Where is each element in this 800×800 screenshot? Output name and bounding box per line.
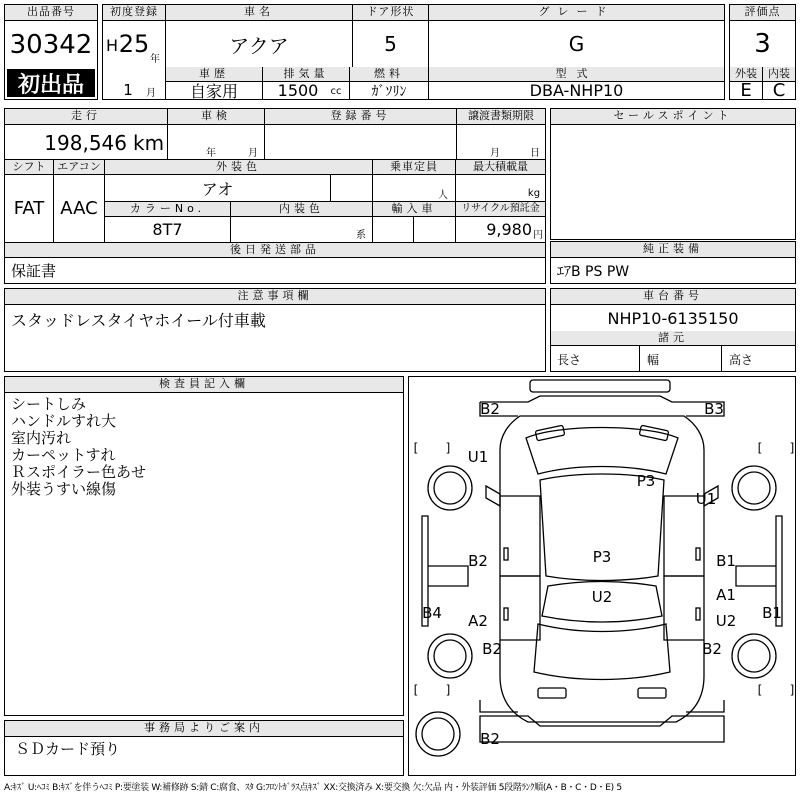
chassis-label: 車台番号 (551, 289, 795, 305)
inspector-note: 外装うすい線傷 (11, 480, 117, 498)
grade-label: グレード (429, 5, 724, 21)
damage-mark: B1 (716, 552, 736, 570)
rating-label: 評価点 (730, 5, 795, 21)
interior-rating-value: C (772, 82, 786, 99)
damage-mark: B2 (480, 400, 500, 418)
damage-mark: U2 (715, 612, 737, 630)
aircon-value: AAC (60, 198, 98, 219)
inspection-month-unit: 月 (248, 147, 258, 159)
later-parts-label: 後日発送部品 (5, 243, 545, 258)
mileage-value: 198,546 (44, 131, 127, 155)
first-listing-badge: 初出品 (7, 69, 95, 97)
spec-width-label: 幅 (647, 352, 660, 367)
car-name-value: アクア (229, 33, 289, 58)
damage-mark: U1 (695, 490, 717, 508)
inspector-note: Ｒスポイラー色あせ (11, 463, 147, 481)
caution-value: スタッドレスタイヤホイール付車載 (11, 310, 266, 330)
inspector-label: 検査員記入欄 (5, 377, 403, 393)
capacity-label: 乗車定員 (373, 160, 455, 175)
fuel-label: 燃料 (350, 67, 428, 82)
bracket-mark: ] (445, 441, 451, 455)
exterior-color-value: アオ (201, 179, 234, 199)
damage-mark: B1 (762, 604, 782, 622)
damage-mark: U1 (467, 448, 489, 466)
transfer-label: 譲渡書類期限 (457, 109, 545, 125)
inspection-year-unit: 年 (206, 147, 216, 159)
damage-mark: B2 (702, 640, 722, 658)
damage-mark: B2 (480, 730, 500, 748)
first-reg-month-unit: 月 (146, 87, 156, 99)
inspector-note: 室内汚れ (11, 429, 72, 447)
displacement-value: 1500 (277, 82, 319, 99)
genuine-equipment-box (550, 241, 796, 284)
damage-mark: B3 (704, 400, 724, 418)
grade-value: G (568, 32, 585, 56)
mileage-label: 走行 (5, 109, 167, 125)
bracket-mark: [ (757, 441, 763, 455)
max-load-unit: kg (527, 187, 541, 199)
damage-mark: B2 (482, 640, 502, 658)
legend: A:ｷｽﾞ U:ﾍｺﾐ B:ｷｽﾞを伴うﾍｺﾐ P:要塗装 W:補修跡 S:錆 C:腐食、ｽﾀ G:ﾌﾛﾝﾄｶﾞﾗｽ点ｷｽﾞ XX:交換済み X:要交換 欠:欠品 内・外装評価 5段階ﾗﾝｸ順(A・B・C・D・E) 5 (4, 783, 622, 793)
genuine-equipment-label: 純正装備 (551, 242, 795, 258)
chassis-value: NHP10-6135150 (607, 308, 739, 328)
details-box (4, 108, 546, 284)
caution-label: 注意事項欄 (5, 289, 545, 305)
exterior-rating-label: 外装 (730, 67, 762, 82)
interior-color-label: 内装色 (231, 202, 372, 217)
damage-mark: B2 (468, 552, 488, 570)
lot-box (4, 4, 98, 100)
bracket-mark: [ (413, 441, 419, 455)
inspector-note: カーペットすれ (11, 446, 116, 464)
capacity-unit: 人 (438, 189, 448, 201)
spec-height-label: 高さ (729, 352, 754, 367)
lot-label: 出品番号 (5, 5, 97, 21)
bracket-mark: [ (757, 683, 763, 697)
doors-value: 5 (384, 32, 397, 56)
rating-box (729, 4, 796, 100)
inspector-notes (11, 396, 146, 498)
interior-rating-label: 内装 (763, 67, 795, 82)
sales-points-box (550, 108, 796, 240)
sales-points-label: セールスポイント (551, 109, 795, 125)
displacement-label: 排気量 (263, 67, 349, 82)
bracket-mark: ] (445, 683, 451, 697)
mileage-unit: km (133, 131, 165, 155)
chassis-box (550, 288, 796, 372)
later-parts-value: 保証書 (11, 262, 57, 280)
spec-length-label: 長さ (557, 352, 582, 367)
office-label: 事務局よりご案内 (5, 721, 403, 737)
first-reg-label: 初度登録 (103, 5, 165, 21)
inspection-label: 車検 (168, 109, 264, 125)
color-no-label: カラーNo. (105, 202, 230, 217)
damage-mark: U2 (591, 588, 613, 606)
car-damage-diagram (408, 376, 796, 776)
caution-box (4, 288, 546, 372)
damage-mark: A2 (468, 612, 488, 630)
lot-number: 30342 (9, 30, 93, 60)
inspector-box (4, 376, 404, 716)
history-value: 自家用 (189, 82, 238, 99)
recycle-unit: 円 (533, 229, 543, 241)
first-reg-era: H (105, 35, 119, 55)
first-reg-year-unit: 年 (150, 53, 160, 65)
inspector-note: シートしみ (11, 395, 87, 413)
model-label: 型式 (429, 67, 724, 82)
history-label: 車歴 (166, 67, 262, 82)
exterior-color-label: 外装色 (105, 160, 372, 175)
recycle-label: リサイクル預託金 (456, 202, 545, 217)
displacement-unit: cc (330, 86, 342, 97)
interior-color-unit: 系 (356, 229, 366, 241)
damage-mark: P3 (592, 548, 612, 566)
first-reg-year: 25 (118, 30, 150, 58)
exterior-rating-value: E (740, 82, 752, 99)
damage-mark: A1 (716, 586, 736, 604)
spec-row-box (102, 4, 725, 100)
bracket-mark: ] (789, 441, 795, 455)
office-box (4, 720, 404, 776)
doors-label: ドア形状 (353, 5, 428, 21)
color-no-value: 8T7 (152, 220, 183, 239)
transfer-day-unit: 日 (530, 147, 540, 159)
max-load-label: 最大積載量 (456, 160, 545, 175)
shift-label: シフト (5, 160, 53, 175)
bracket-mark: ] (789, 683, 795, 697)
first-reg-month: 1 (123, 81, 133, 99)
model-value: DBA-NHP10 (529, 82, 624, 99)
office-value: ＳＤカード預り (15, 739, 121, 758)
plate-label: 登録番号 (265, 109, 456, 125)
recycle-value: 9,980 (486, 220, 532, 239)
aircon-label: エアコン (54, 160, 104, 175)
rating-value: 3 (754, 29, 771, 59)
transfer-month-unit: 月 (490, 147, 500, 159)
shift-value: FAT (13, 198, 45, 219)
fuel-value: ｶﾞｿﾘﾝ (371, 83, 407, 99)
spec-label: 諸元 (551, 331, 795, 346)
genuine-equipment-value: ｴｱB PS PW (557, 263, 630, 280)
car-name-label: 車名 (166, 5, 352, 21)
damage-mark: P3 (636, 472, 656, 490)
bracket-mark: [ (413, 683, 419, 697)
import-label: 輸入車 (373, 202, 455, 217)
inspector-note: ハンドルすれ大 (11, 412, 117, 430)
damage-mark: B4 (422, 604, 442, 622)
